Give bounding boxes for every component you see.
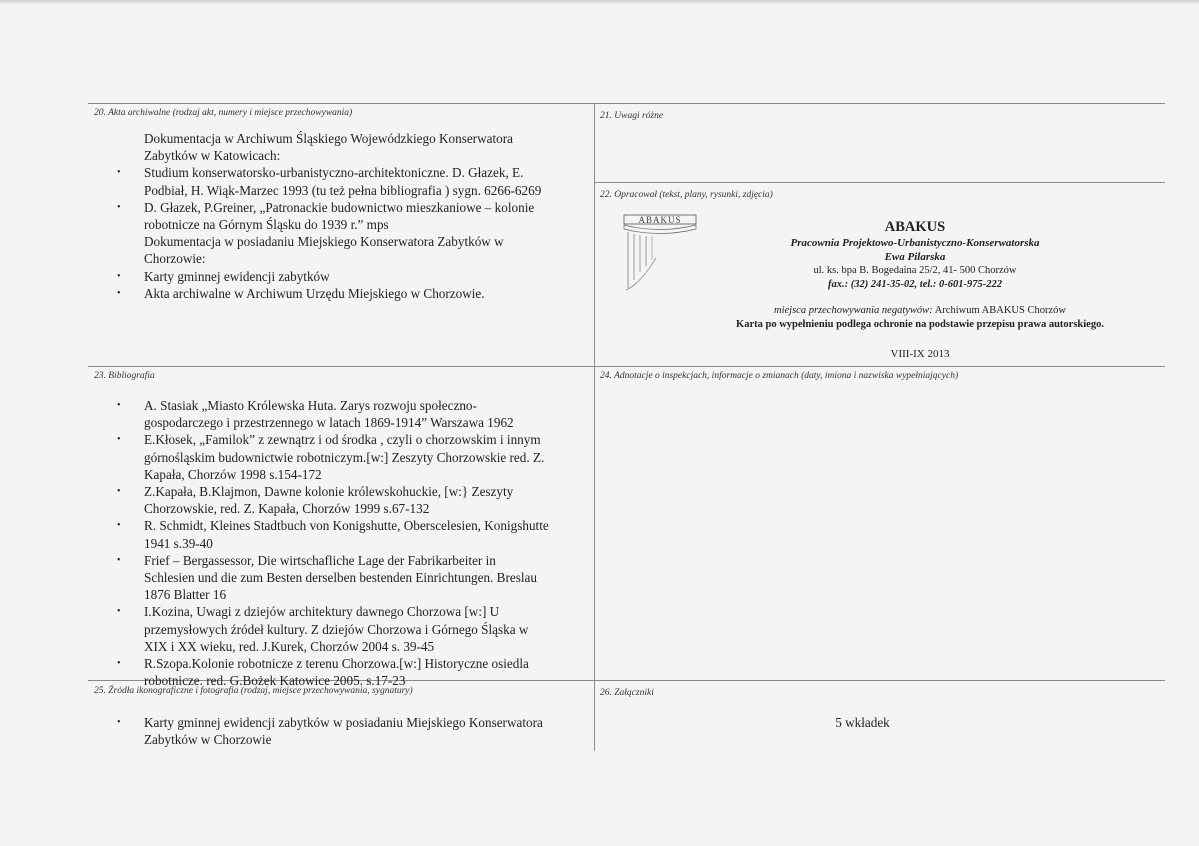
iconography-item — [117, 714, 592, 748]
bib-item — [117, 552, 587, 604]
s20-item-line: Akta archiwalne w Archiwum Urzędu Miejskiego w Chorzowie. — [144, 285, 485, 301]
bib-item — [117, 603, 587, 655]
iconography-line: Zabytków w Chorzowie — [144, 732, 272, 748]
s20-item — [117, 164, 587, 198]
s20-intro-2: Zabytków w Katowicach: — [144, 148, 281, 164]
scan-edge — [0, 0, 1199, 5]
bullet: • — [117, 270, 121, 282]
abakus-title: ABAKUS — [884, 219, 946, 235]
bib-line: R. Schmidt, Kleines Stadtbuch von Konigshutte, Oberscelesien, Konigshutte — [144, 518, 549, 534]
s20-intro2-2: Chorzowie: — [144, 251, 206, 267]
bullet: • — [117, 287, 121, 299]
bullet: • — [117, 606, 121, 618]
s22-header: 22. Opracował (tekst, plany, rysunki, zdjęcia) — [600, 190, 773, 200]
bib-line: przemysłowych źródeł kultury. Z dziejów Chorzowa i Górnego Śląska w — [144, 621, 529, 637]
bullet: • — [117, 554, 121, 566]
negatives-value: Archiwum ABAKUS Chorzów — [934, 305, 1066, 316]
s20-intro2-1: Dokumentacja w posiadaniu Miejskiego Konserwatora Zabytków w — [144, 234, 504, 250]
bib-line: Kapała, Chorzów 1998 s.154-172 — [144, 466, 322, 482]
rule-mid — [88, 366, 1165, 367]
negatives-line — [640, 304, 1199, 318]
s23-body — [117, 397, 587, 689]
s20-item — [117, 199, 587, 233]
s20-item-line: robotnicze na Górnym Śląsku do 1939 r.” mps — [144, 217, 389, 233]
logo-text: ABAKUS — [638, 215, 682, 225]
s22-date: VIII-IX 2013 — [890, 348, 950, 360]
bullet: • — [117, 520, 121, 532]
s20-item-line: D. Głazek, P.Greiner, „Patronackie budownictwo mieszkaniowe – kolonie — [144, 199, 535, 215]
s20-body — [117, 130, 587, 302]
bib-line: I.Kozina, Uwagi z dziejów architektury dawnego Chorzowa [w:] U — [144, 604, 500, 620]
s20-item — [117, 285, 587, 302]
bib-line: Z.Kapała, B.Klajmon, Dawne kolonie królewskohuckie, [w:} Zeszyty — [144, 484, 514, 500]
bib-line: R.Szopa.Kolonie robotnicze z terenu Chorzowa.[w:] Historyczne osiedla — [144, 656, 529, 672]
s20-header: 20. Akta archiwalne (rodzaj akt, numery i miejsce przechowywania) — [94, 108, 353, 118]
s20-intro-1: Dokumentacja w Archiwum Śląskiego Wojewódzkiego Konserwatora — [144, 131, 513, 146]
bib-line: robotnicze. red. G.Bożek Katowice 2005. s.17-23 — [144, 673, 406, 689]
s24-header: 24. Adnotacje o inspekcjach, informacje o zmianach (daty, imiona i nazwiska wypełniających) — [600, 371, 959, 381]
bullet: • — [117, 400, 121, 411]
abakus-address: ul. ks. bpa B. Bogedaina 25/2, 41- 500 Chorzów — [813, 265, 1017, 276]
s20-item — [117, 268, 587, 285]
bullet: • — [117, 717, 121, 728]
bib-line: Chorzowskie, red. Z. Kapała, Chorzów 1999 s.67-132 — [144, 501, 430, 517]
s22-body — [700, 219, 1130, 292]
bib-item — [117, 655, 587, 689]
bib-line: 1876 Blatter 16 — [144, 587, 227, 603]
abakus-subtitle-1: Pracownia Projektowo-Urbanistyczno-Konserwatorska — [790, 237, 1040, 249]
s23-header: 23. Bibliografia — [94, 371, 155, 381]
bib-item — [117, 517, 587, 551]
bib-line: A. Stasiak „Miasto Królewska Huta. Zarys rozwoju społeczno- — [144, 398, 477, 413]
bib-line: Schlesien und die zum Besten derselben bestenden Einrichtungen. Breslau — [144, 570, 537, 586]
bib-line: gospodarczego i przestrzennego w latach 1869-1914” Warszawa 1962 — [144, 415, 514, 431]
bullet: • — [117, 167, 121, 179]
iconography-line: Karty gminnej ewidencji zabytków w posiadaniu Miejskiego Konserwatora — [144, 715, 543, 730]
s22-notes — [640, 304, 1199, 332]
bullet: • — [117, 434, 121, 446]
bib-item — [117, 397, 587, 431]
negatives-label: miejsca przechowywania negatywów: — [774, 305, 933, 316]
abakus-logo — [622, 214, 698, 294]
rule-21-22 — [594, 182, 1165, 183]
bib-line: Frief – Bergassessor, Die wirtschafliche Lage der Fabrikarbeiter in — [144, 552, 496, 568]
abakus-contact: fax.: (32) 241-35-02, tel.: 0-601-975-222 — [827, 279, 1003, 290]
bib-line: górnośląskim budownictwie robotniczym.[w:] Zeszyty Chorzowskie red. Z. — [144, 449, 545, 465]
copyright-note: Karta po wypełnieniu podlega ochronie na podstawie przepisu prawa autorskiego. — [736, 319, 1104, 330]
s20-item-line: Karty gminnej ewidencji zabytków — [144, 268, 330, 284]
bib-line: 1941 s.39-40 — [144, 535, 213, 551]
bib-line: E.Kłosek, „Familok” z zewnątrz i od środka , czyli o chorzowskim i innym — [144, 432, 541, 448]
rule-vertical — [594, 103, 595, 751]
s20-item-line: Studium konserwatorsko-urbanistyczno-architektoniczne. D. Głazek, E. — [144, 165, 524, 181]
bib-item — [117, 483, 587, 517]
rule-top — [88, 103, 1165, 104]
s26-header: 26. Załączniki — [600, 688, 654, 698]
bullet: • — [117, 201, 121, 213]
bib-line: XIX i XX wieku, red. J.Kurek, Chorzów 2004 s. 39-45 — [144, 638, 435, 654]
bib-item — [117, 431, 587, 483]
s21-header: 21. Uwagi różne — [600, 111, 664, 121]
s25-header: 25. Źródła ikonograficzne i fotografia (rodzaj, miejsce przechowywania, sygnatury) — [94, 686, 413, 696]
s26-value: 5 wkładek — [835, 715, 890, 730]
s20-item-line: Podbiał, H. Wiąk-Marzec 1993 (tu też pełna bibliografia ) sygn. 6266-6269 — [144, 182, 542, 198]
abakus-subtitle-2: Ewa Pilarska — [884, 251, 946, 263]
s25-body — [117, 714, 592, 748]
bullet: • — [117, 658, 121, 670]
bullet: • — [117, 486, 121, 498]
